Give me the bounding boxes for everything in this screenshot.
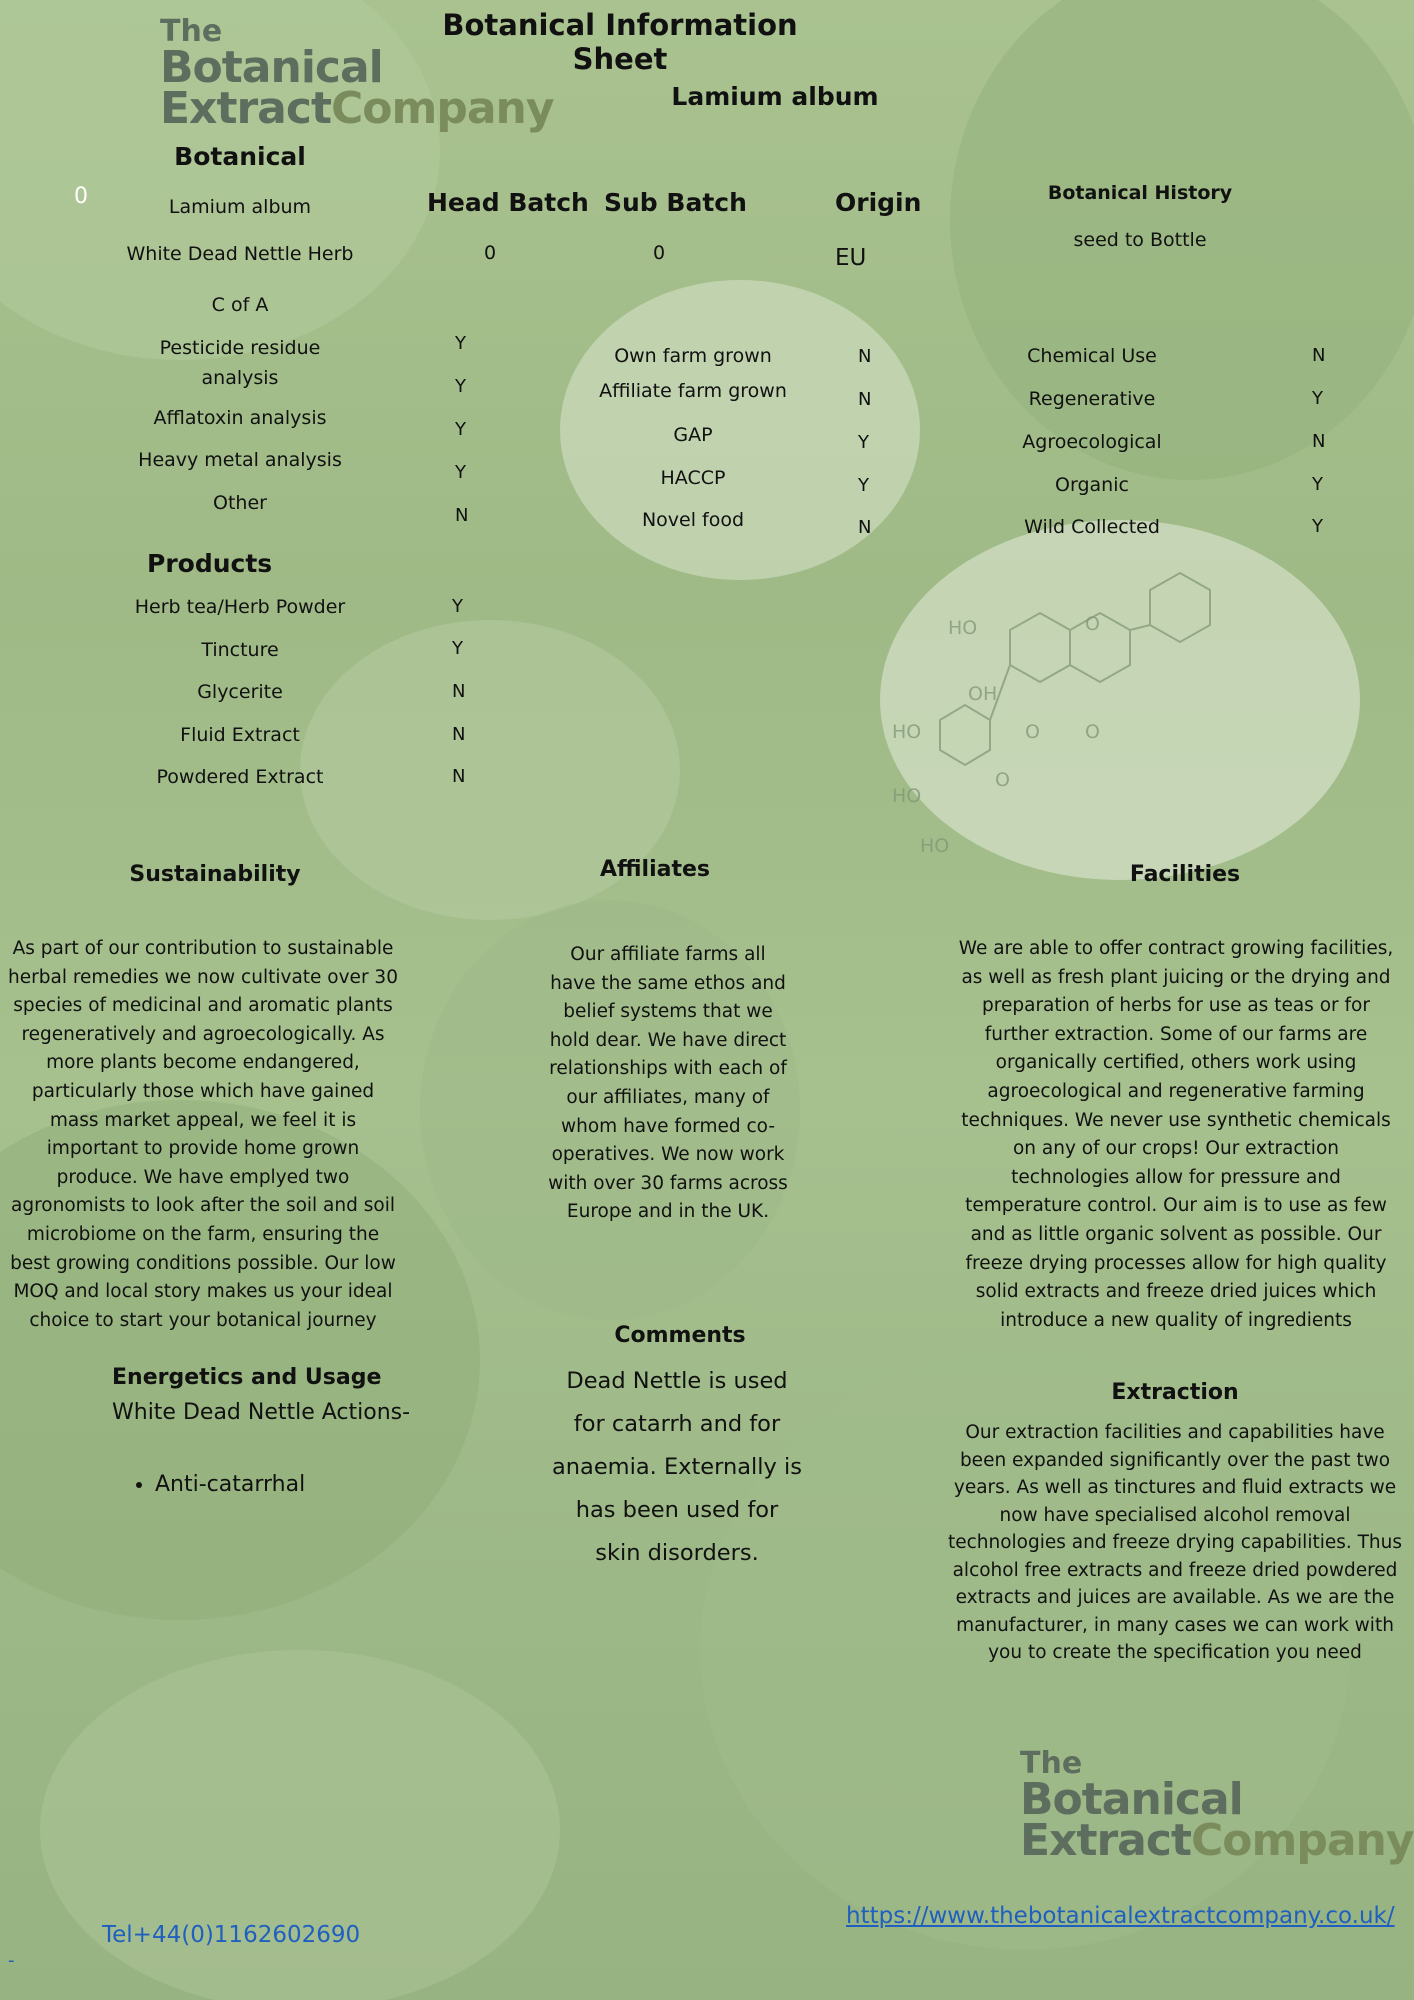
sourcing-value: N	[858, 389, 872, 410]
sourcing-value: N	[858, 517, 872, 538]
botanical-heading: Botanical	[174, 142, 306, 171]
practice-value: N	[1312, 345, 1326, 366]
product-label: Tincture	[201, 639, 279, 661]
practice-label: Organic	[1055, 474, 1129, 496]
stray-dash: -	[8, 1950, 15, 1971]
analysis-value: N	[455, 505, 469, 526]
origin-value: EU	[835, 245, 867, 271]
analysis-value: Y	[455, 376, 466, 397]
product-label: Powdered Extract	[156, 766, 324, 788]
molecule-label: HO	[920, 835, 950, 857]
sustainability-heading: Sustainability	[129, 862, 301, 887]
molecule-label: O	[1085, 613, 1100, 635]
sourcing-value: N	[858, 346, 872, 367]
practice-label: Agroecological	[1022, 431, 1162, 453]
practice-label: Chemical Use	[1027, 345, 1157, 367]
product-label: Herb tea/Herb Powder	[134, 596, 346, 618]
action-item: • Anti-catarrhal	[155, 1472, 305, 1497]
extraction-text: Our extraction facilities and capabilities have been expanded significantly over the past two years. As well as tinctures and fluid extracts we now have specialised alcohol removal technologies and freeze drying capabilities. Thus alcohol free extracts and freeze dried powdered extracts and juices are available. As we are the manufacturer, in many cases we can work with you to create the specification you need	[947, 1422, 1403, 1663]
product-value: N	[452, 766, 466, 787]
sourcing-value: Y	[858, 432, 869, 453]
stray-zero: 0	[74, 184, 88, 209]
comments-heading: Comments	[614, 1323, 746, 1348]
analysis-label: Afflatoxin analysis	[153, 407, 327, 429]
practice-label: Wild Collected	[1024, 516, 1160, 538]
product-label: Glycerite	[197, 681, 283, 703]
molecule-label: OH	[968, 683, 998, 705]
product-value: Y	[452, 596, 463, 617]
molecule-label: O	[1025, 721, 1040, 743]
sourcing-label: GAP	[673, 424, 713, 446]
footer-logo: The Botanical ExtractCompany	[1020, 1746, 1414, 1867]
botanical-history-value: seed to Bottle	[1073, 229, 1207, 251]
energetics-heading: Energetics and Usage	[112, 1365, 382, 1390]
practice-value: Y	[1312, 516, 1323, 537]
affiliates-heading: Affiliates	[599, 857, 711, 882]
page-title: Botanical Information Sheet	[442, 8, 798, 76]
facilities-heading: Facilities	[1129, 862, 1241, 887]
product-value: N	[452, 681, 466, 702]
comments-text: Dead Nettle is used for catarrh and for anaemia. Externally is has been used for skin disorders.	[552, 1368, 802, 1566]
sourcing-value: Y	[858, 475, 869, 496]
latin-name-heading: Lamium album	[671, 82, 879, 111]
molecule-label: HO	[948, 617, 978, 639]
product-value: N	[452, 724, 466, 745]
molecule-label: O	[1085, 721, 1100, 743]
extraction-heading: Extraction	[1111, 1380, 1239, 1405]
botanical-common: White Dead Nettle Herb	[126, 243, 354, 265]
practice-value: Y	[1312, 388, 1323, 409]
molecule-structure	[880, 570, 1220, 870]
product-label: Fluid Extract	[180, 724, 300, 746]
energetics-actions	[113, 1472, 305, 1497]
energetics-intro: White Dead Nettle Actions-	[112, 1400, 411, 1425]
website-link[interactable]: https://www.thebotanicalextractcompany.co.uk/	[846, 1903, 1395, 1929]
products-heading: Products	[147, 549, 273, 578]
analysis-label: Pesticide residue analysis	[159, 337, 321, 389]
sustainability-text: As part of our contribution to sustainable herbal remedies we now cultivate over 30 species of medicinal and aromatic plants regeneratively and agroecologically. As more plants become endangered, particularly those which have gained mass market appeal, we feel it is important to provide home grown produce. We have emplyed two agronomists to look after the soil and soil microbiome on the farm, ensuring the best growing conditions possible. Our low MOQ and local story makes us your ideal choice to start your botanical journey	[8, 938, 398, 1331]
sourcing-label: HACCP	[660, 467, 726, 489]
practice-value: N	[1312, 431, 1326, 452]
practice-value: Y	[1312, 474, 1323, 495]
facilities-text: We are able to offer contract growing facilities, as well as fresh plant juicing or the drying and preparation of herbs for use as teas or for further extraction. Some of our farms are organically certified, others work using agroecological and regenerative farming techniques. We never use synthetic chemicals on any of our crops! Our extraction technologies allow for pressure and temperature control. Our aim is to use as few and as little organic solvent as possible. Our freeze drying processes allow for high quality solid extracts and freeze dried juices which introduce a new quality of ingredients	[958, 938, 1394, 1331]
sourcing-label: Own farm grown	[614, 345, 772, 367]
product-value: Y	[452, 638, 463, 659]
affiliates-text: Our affiliate farms all have the same ethos and belief systems that we hold dear. We have direct relationships with each of our affiliates, many of whom have formed co-operatives. We now work with over 30 farms across Europe and in the UK.	[548, 944, 788, 1223]
practice-label: Regenerative	[1028, 388, 1156, 410]
telephone-number[interactable]: Tel+44(0)1162602690	[102, 1922, 361, 1948]
molecule-label: O	[995, 769, 1010, 791]
company-logo: The Botanical ExtractCompany	[160, 14, 554, 135]
origin-label: Origin	[835, 188, 922, 217]
coa-label: C of A	[211, 294, 269, 316]
molecule-label: HO	[892, 721, 922, 743]
sub-batch-label: Sub Batch	[604, 188, 747, 217]
analysis-label: Heavy metal analysis	[138, 449, 342, 471]
botanical-latin: Lamium album	[168, 196, 312, 218]
head-batch-value: 0	[484, 242, 497, 264]
sourcing-label: Novel food	[641, 509, 745, 531]
botanical-history-heading: Botanical History	[1047, 182, 1233, 204]
analysis-value: Y	[455, 462, 466, 483]
analysis-label: Other	[213, 492, 267, 514]
analysis-value: Y	[455, 333, 466, 354]
sourcing-label: Affiliate farm grown	[599, 380, 787, 402]
head-batch-label: Head Batch	[427, 188, 589, 217]
molecule-label: HO	[892, 785, 922, 807]
sub-batch-value: 0	[653, 242, 666, 264]
analysis-value: Y	[455, 419, 466, 440]
